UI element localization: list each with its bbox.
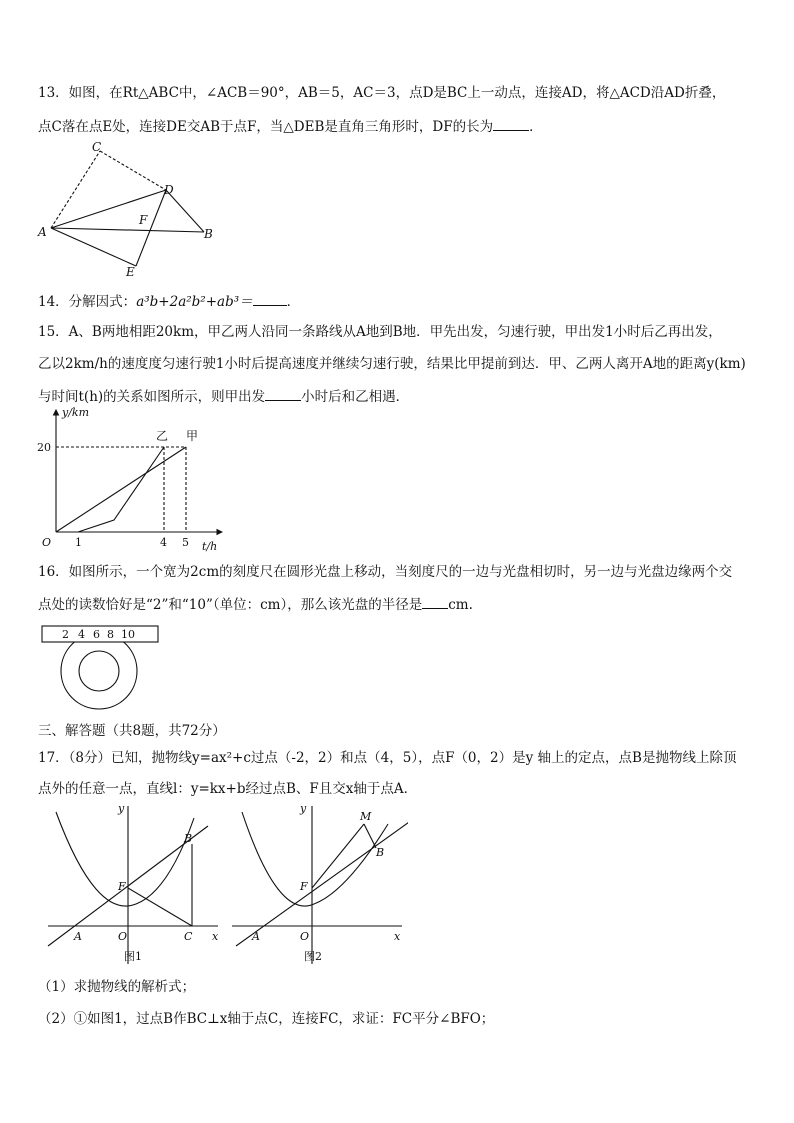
ruler-tick-6: 6 (93, 628, 100, 641)
label-B: B (184, 832, 193, 845)
label-A: A (38, 225, 47, 239)
q17-line1: 17．（8分）已知，抛物线y=ax²+c过点（-2，2）和点（4，5），点F（0，2）是y 轴上的定点，点B是抛物线上除顶 (38, 750, 737, 766)
figure2-caption: 图2 (304, 950, 322, 963)
q15-line3-text: 与时间t(h)的关系如图所示，则甲出发 (38, 389, 266, 405)
q16-line2-text: 点处的读数恰好是“2”和“10”（单位：cm），那么该光盘的半径是 (38, 597, 423, 613)
origin-label: O (42, 536, 52, 549)
label-x: x (212, 930, 219, 943)
label-F: F (300, 880, 308, 893)
label-C: C (184, 930, 193, 943)
series-label-yi: 乙 (156, 429, 169, 443)
segment-AC (51, 151, 100, 228)
label-y: y (300, 802, 307, 815)
ruler-tick-10: 10 (121, 628, 135, 641)
x-axis-label: t/h (202, 540, 218, 553)
x-tick-4: 4 (160, 536, 167, 549)
q15-line3 (38, 386, 409, 406)
q13-line2-text: 点C落在点E处，连接DE交AB于点F，当△DEB是直角三角形时，DF的长为 (38, 119, 494, 135)
label-A: A (74, 930, 82, 943)
label-O: O (118, 930, 128, 943)
series-jia-line (56, 447, 186, 532)
segment-CD (100, 151, 166, 190)
label-B: B (204, 227, 213, 241)
label-M: M (360, 810, 372, 823)
segment-AB (51, 228, 204, 232)
segment-MB (364, 824, 376, 848)
segment-FM (312, 824, 364, 888)
q17-figure1 (44, 800, 224, 968)
q13-line2 (38, 116, 543, 136)
disc-outer (61, 633, 137, 709)
q16-line2-end: cm. (448, 597, 473, 613)
q17-part2: （2）①如图1，过点B作BC⊥x轴于点C，连接FC，求证：FC平分∠BFO； (38, 1011, 495, 1027)
q14-prefix: 14．分解因式： (38, 294, 137, 310)
label-F: F (139, 213, 148, 227)
figure1-caption: 图1 (124, 950, 142, 963)
series-label-jia: 甲 (186, 429, 199, 443)
parabola (242, 812, 388, 906)
label-x: x (394, 930, 401, 943)
q17-figure2 (228, 800, 408, 968)
q17-line2: 点外的任意一点，直线l：y=kx+b经过点B、F且交x轴于点A． (38, 781, 418, 797)
segment-FC (128, 888, 192, 926)
ruler-tick-4: 4 (78, 628, 85, 641)
q14-suffix: ． (286, 294, 301, 310)
q15-line3-end: 小时后和乙相遇． (301, 389, 410, 405)
segment-ED (136, 190, 166, 266)
label-B: B (376, 846, 385, 859)
q16-line1: 16．如图所示，一个宽为2cm的刻度尺在圆形光盘上移动，当刻度尺的一边与光盘相切时，另一边与光盘边缘两个交 (38, 564, 733, 580)
q13-line2-end: ． (529, 119, 543, 135)
label-y: y (118, 802, 125, 815)
label-D: D (164, 183, 174, 197)
q13-figure (34, 138, 224, 280)
label-E: E (126, 265, 135, 279)
label-F: F (118, 880, 126, 893)
answer-blank (493, 116, 529, 131)
ruler (42, 626, 158, 642)
x-tick-1: 1 (75, 536, 82, 549)
label-C: C (92, 140, 102, 154)
label-O: O (300, 930, 310, 943)
answer-blank (265, 386, 301, 401)
section-heading: 三、解答题（共8题，共72分） (38, 723, 226, 739)
label-A: A (252, 930, 260, 943)
y-axis-label: y/km (62, 406, 90, 419)
disc-inner (79, 651, 119, 691)
q14-line (38, 291, 300, 311)
q13-line1: 13．如图，在Rt△ABC中，∠ACB＝90°，AB＝5，AC＝3，点D是BC上一动点，连接AD，将△ACD沿AD折叠， (38, 85, 726, 101)
answer-blank (422, 594, 448, 609)
ruler-tick-2: 2 (62, 628, 69, 641)
q15-chart (34, 404, 234, 554)
q14-expression: a³b+2a²b²+ab³＝ (136, 294, 253, 310)
x-tick-5: 5 (182, 536, 189, 549)
answer-blank (253, 291, 287, 306)
q15-line1: 15．A、B两地相距20km，甲乙两人沿同一条路线从A地到B地．甲先出发，匀速行驶，甲出发1小时后乙再出发， (38, 324, 722, 340)
segment-AD (51, 190, 166, 228)
q17-part1: （1）求抛物线的解析式； (38, 979, 196, 995)
line-l (236, 820, 408, 946)
ruler-tick-8: 8 (107, 628, 114, 641)
q16-line2 (38, 594, 473, 614)
y-tick-20: 20 (37, 441, 51, 454)
q16-figure (38, 620, 164, 712)
q15-line2: 乙以2km/h的速度度匀速行驶1小时后提高速度并继续匀速行驶，结果比甲提前到达．甲、乙两人离开A地的距离y(km) (38, 356, 746, 372)
segment-AE (51, 228, 136, 266)
